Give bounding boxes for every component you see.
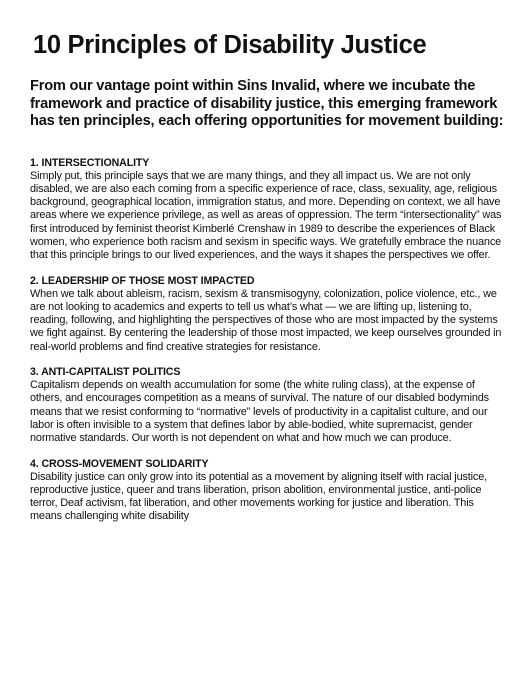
section-heading: 3. ANTI-CAPITALIST POLITICS: [30, 366, 181, 379]
principle-section-leadership: [30, 275, 504, 354]
principle-section-anti-capitalist: [30, 366, 504, 445]
section-body: When we talk about ableism, racism, sexism & transmisogyny, colonization, police violence, etc., we are not looking to academics and experts to tell us what’s what — we are lifting up, listening to, reading, following, and highlighting the perspectives of those who are most impacted by the systems we fight against. By centering the leadership of those most impacted, we keep ourselves grounded in real-world problems and find creative strategies for resistance.: [30, 287, 502, 353]
section-body: Disability justice can only grow into its potential as a movement by aligning itself with racial justice, reproductive justice, queer and trans liberation, prison abolition, environmental justice, anti-police terror, Deaf activism, fat liberation, and other movements working for justice and liberation. This means challenging white disability: [30, 470, 487, 523]
principle-section-intersectionality: [30, 157, 504, 263]
intro-paragraph: From our vantage point within Sins Invalid, where we incubate the framework and practice of disability justice, this emerging framework has ten principles, each offering opportunities for movement building:: [30, 78, 504, 129]
section-heading: 4. CROSS-MOVEMENT SOLIDARITY: [30, 457, 209, 470]
document-page: [30, 28, 504, 536]
section-heading: 1. INTERSECTIONALITY: [30, 156, 150, 169]
section-heading: 2. LEADERSHIP OF THOSE MOST IMPACTED: [30, 274, 255, 287]
section-body: Capitalism depends on wealth accumulation for some (the white ruling class), at the expense of others, and encourages competition as a means of survival. The nature of our disabled bodyminds means that we resist conforming to “normative” levels of productivity in a capitalist culture, and our labor is often invisible to a system that defines labor by able-bodied, white supremacist, gender normative standards. Our worth is not dependent on what and how much we can produce.: [30, 379, 489, 445]
principle-section-cross-movement: [30, 458, 504, 524]
document-title: 10 Principles of Disability Justice: [33, 31, 427, 59]
section-body: Simply put, this principle says that we are many things, and they all impact us. We are not only disabled, we are also each coming from a specific experience of race, class, sexuality, age, religious background, geographical location, immigration status, and more. Depending on context, we all have areas where we experience privilege, as well as areas of oppression. The term “intersectionality” was first introduced by feminist theorist Kimberlé Crenshaw in 1989 to describe the experiences of Black women, who experience both racism and sexism in specific ways. We gratefully embrace the nuance that this principle brings to our lived experiences, and the ways it shapes the perspectives we offer.: [30, 169, 502, 262]
